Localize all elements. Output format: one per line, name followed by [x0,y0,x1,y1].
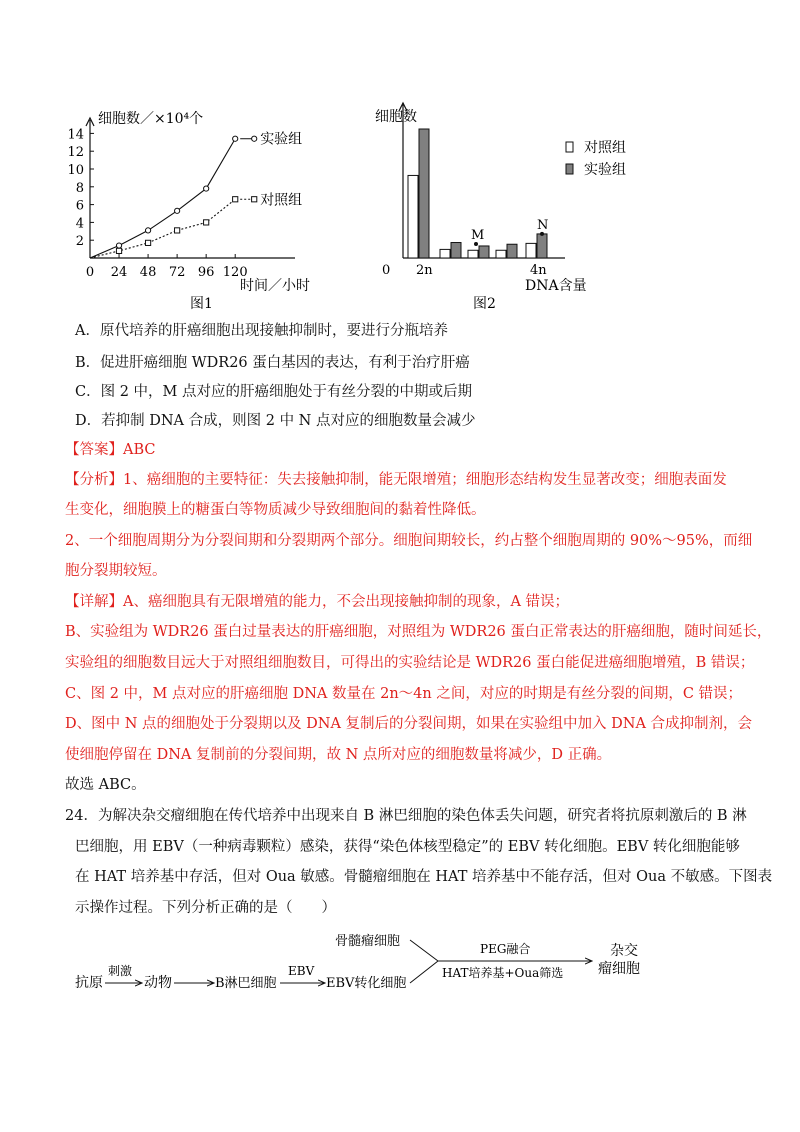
data-point [175,228,180,233]
figure-caption: 图2 [473,296,496,312]
x-tick-label: 96 [197,265,215,280]
analysis-line: 生变化，细胞膜上的糖蛋白等物质减少导致细胞间的黏着性降低。 [65,502,486,518]
x-tick-label: 0 [85,265,95,280]
data-point [116,248,121,253]
option-a: A．原代培养的肝癌细胞出现接触抑制时，要进行分瓶培养 [75,323,448,339]
bar-chart-figure-2 [370,95,670,315]
flow-label-peg: PEG融合 [480,942,531,956]
detail-line: 【详解】A、癌细胞具有无限增殖的能力，不会出现接触抑制的现象，A 错误； [65,594,570,610]
bar-experimental [451,243,461,258]
x-tick-label: 2n [416,263,433,278]
flow-diagram [60,925,660,1000]
detail-line: D、图中 N 点的细胞处于分裂期以及 DNA 复制后的分裂间期，如果在实验组中加入 DNA 合成抑制剂，会 [65,716,753,732]
detail-line: 使细胞停留在 DNA 复制前的分裂间期，故 N 点所对应的细胞数量将减少，D 正确。 [65,747,612,763]
option-b: B．促进肝癌细胞 WDR26 蛋白基因的表达，有利于治疗肝癌 [75,355,470,371]
data-point [175,208,180,213]
analysis-line: 胞分裂期较短。 [65,563,167,579]
y-tick-label: 12 [67,145,84,161]
annotation-label: M [471,227,485,243]
bar-experimental [537,234,547,258]
annotation-label: N [537,217,549,233]
analysis-line: 2、一个细胞周期分为分裂间期和分裂期两个部分。细胞间期较长，约占整个细胞周期的 90%～95%，而细 [65,533,753,549]
flow-label-ebv: EBV [288,964,315,978]
option-d: D．若抑制 DNA 合成，则图 2 中 N 点对应的细胞数量会减少 [75,413,476,429]
bar-experimental [507,244,517,258]
series-line-experimental [90,139,235,258]
flow-b-cell: B淋巴细胞 [215,976,277,991]
x-axis-label: 时间／小时 [240,278,310,294]
bar-experimental [419,129,429,258]
y-axis-label: 细胞数／×10⁴个 [98,111,204,127]
x-tick-label: 72 [168,265,186,280]
flow-ebv-cell: EBV转化细胞 [326,976,407,991]
x-axis-label: DNA含量 [525,278,587,294]
y-tick-label: 14 [67,127,84,143]
legend-label: 实验组 [584,162,626,178]
detail-line: C、图 2 中，M 点对应的肝癌细胞 DNA 数量在 2n～4n 之间，对应的时期是有丝分裂的间期，C 错误； [65,686,743,702]
x-tick-label: 48 [139,265,157,280]
y-tick-label: 6 [75,198,84,214]
answer: 【答案】ABC [65,442,156,458]
option-c: C．图 2 中，M 点对应的肝癌细胞处于有丝分裂的中期或后期 [75,384,472,400]
data-point [116,243,121,248]
question-24-line: 示操作过程。下列分析正确的是（ ） [75,900,336,916]
flow-animal: 动物 [144,975,172,991]
legend-swatch [566,164,573,174]
figure-caption: 图1 [190,296,213,312]
data-point [145,240,150,245]
legend-marker [252,136,257,141]
data-point [204,186,209,191]
conclusion: 故选 ABC。 [65,777,146,793]
detail-line: B、实验组为 WDR26 蛋白过量表达的肝癌细胞，对照组为 WDR26 蛋白正常表达的肝癌细胞，随时间延长， [65,624,772,640]
data-point [204,220,209,225]
bar-control [468,250,478,258]
y-axis-label: 细胞数 [375,109,417,125]
question-24-line: 巴细胞，用 EBV（一种病毒颗粒）感染，获得“染色体核型稳定”的 EBV 转化细胞。EBV 转化细胞能够 [75,839,740,855]
x-tick-label: 4n [530,263,547,278]
series-label: 实验组 [260,131,303,148]
flow-antigen: 抗原 [75,975,103,991]
question-24-line: 在 HAT 培养基中存活，但对 Oua 敏感。骨髓瘤细胞在 HAT 培养基中不能存活，但对 Oua 不敏感。下图表 [75,869,773,885]
x-tick-label: 0 [382,263,391,278]
data-point [233,136,238,141]
legend-label: 对照组 [584,140,626,156]
flow-hybrid-line-1: 杂交 [610,943,638,959]
y-tick-label: 4 [75,216,84,232]
bar-experimental [479,246,489,258]
question-24-line: 24．为解决杂交瘤细胞在传代培养中出现来自 B 淋巴细胞的染色体丢失问题，研究者将抗原刺激后的 B 淋 [65,808,747,824]
flow-hybrid-line-2: 瘤细胞 [598,961,640,977]
legend-marker [252,197,257,202]
bar-control [440,249,450,258]
flow-label-hat: HAT培养基+Oua筛选 [442,966,564,980]
flow-merge-bracket [410,940,438,983]
y-tick-label: 2 [75,234,84,250]
bar-control [408,175,418,258]
x-tick-label: 24 [110,265,128,280]
detail-line: 实验组的细胞数目远大于对照组细胞数目，可得出的实验结论是 WDR26 蛋白能促进癌细胞增殖，B 错误； [65,655,755,671]
flow-myeloma: 骨髓瘤细胞 [335,934,401,949]
flow-label-stimulate: 刺激 [108,964,133,978]
y-tick-label: 8 [75,180,84,196]
data-point [145,228,150,233]
data-point [233,197,238,202]
analysis-line: 【分析】1、癌细胞的主要特征：失去接触抑制，能无限增殖；细胞形态结构发生显著改变；细胞表面发 [65,472,727,488]
x-tick-label: 120 [222,265,248,280]
legend-swatch [566,142,573,152]
bar-control [496,250,506,258]
series-label: 对照组 [260,192,303,209]
line-chart-figure-1 [60,95,360,315]
y-tick-label: 10 [67,163,84,178]
bar-control [526,243,536,258]
